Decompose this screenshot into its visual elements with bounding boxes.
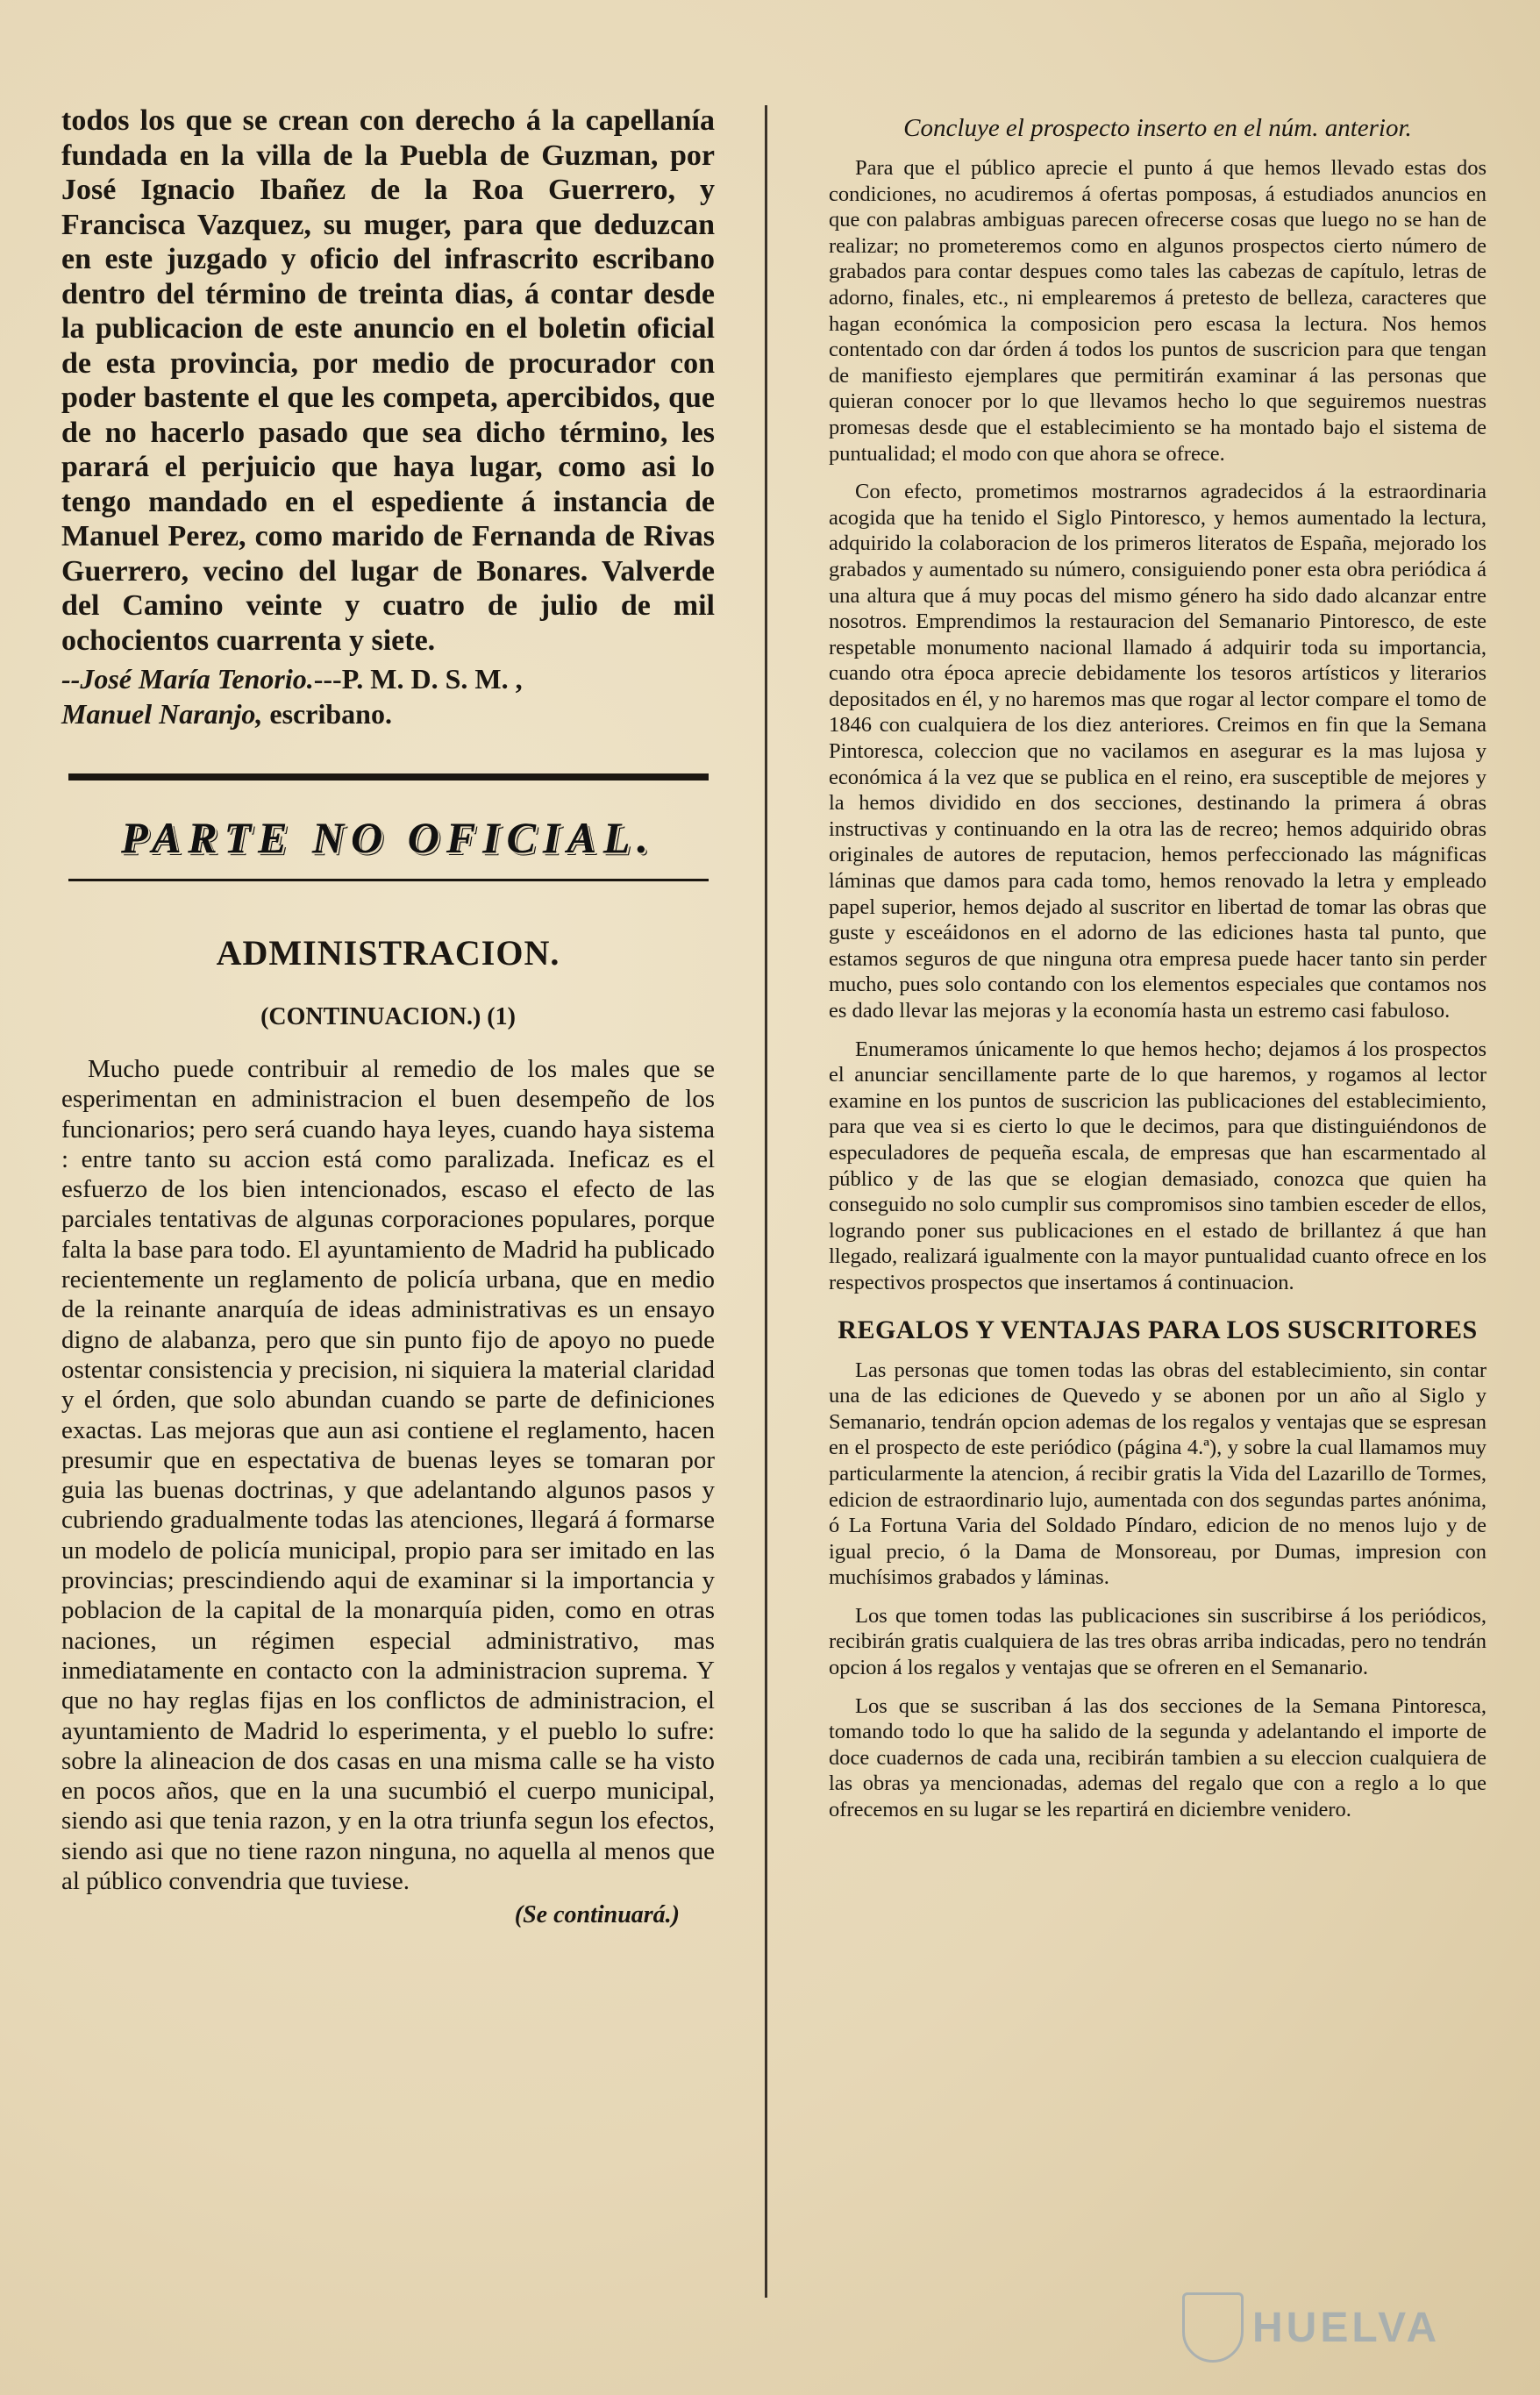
gifts-title: REGALOS Y VENTAJAS PARA LOS SUSCRITORES bbox=[838, 1315, 1478, 1344]
signature-clerk: Manuel Naranjo, bbox=[61, 698, 263, 730]
prospectus-paragraph-3: Enumeramos únicamente lo que hemos hecho; dejamos á los prospectos el anunciar sencillamente parte de lo que haremos, y rogamos al lector examine en los puntos de suscricion las publicaciones del establecimiento, para que vea si es cierto lo que le decimos, para que distinguiéndonos de especuladores de pequeña escala, de empresas que han escarmentado al público y de las que se elogian demasiado, conozca que quien ha conseguido no solo cumplir sus compromisos sino tambien esceder de ellos, logrando poner sus publicaciones en el estado de brillantez á que han llegado, realizará igualmente con la mayor puntualidad cuanto ofrece en los respectivos prospectos que insertamos á continuacion. bbox=[829, 1037, 1487, 1294]
archive-watermark bbox=[1182, 2288, 1472, 2367]
column-divider bbox=[765, 105, 767, 2298]
article-body: Mucho puede contribuir al remedio de los males que se esperimentan en administracion el buen desempeño de los funcionarios; pero será cuando haya leyes, cuando haya sistema : entre tanto su accion está como paralizada. Ineficaz es el esfuerzo de los bien intencionados, escaso el efecto de las parciales tentativas de algunas corporaciones populares, porque falta la base para todo. El ayuntamiento de Madrid ha publicado recientemente un reglamento de policía urbana, que en medio de la reinante anarquía de ideas administrativas es un ensayo digno de alabanza, pero que sin punto fijo de apoyo no puede ostentar consistencia y precision, ni siquiera la material claridad y el órden, que solo abundan cuando se parte de definiciones exactas. Las mejoras que aun asi contiene el reglamento, hacen presumir que en espectativa de buenas leyes se tomaran por guia las buenas doctrinas, y que adelantando algunos pasos y cubriendo gradualmente todas las atenciones, llegará á formarse un modelo de policía municipal, propio para ser imitado en las provincias; prescindiendo aqui de examinar si la importancia y poblacion de la capital de la monarquía piden, como en otras naciones, un régimen especial administrativo, mas inmediatamente en contacto con la administracion suprema. Y que no hay reglas fijas en los conflictos de administracion, el ayuntamiento de Madrid lo esperimenta, y el pueblo lo sufre: sobre la alineacion de dos casas en una misma calle se ha visto en pocos años, que en la una sucumbió el cuerpo municipal, siendo asi que tenia razon, y en la otra triunfa segun los efectos, siendo asi que no tiene razon ninguna, no aquella al menos que al público convendria que tuviese. bbox=[61, 1055, 715, 1896]
signature-role: escribano. bbox=[262, 698, 392, 730]
right-column bbox=[829, 114, 1487, 1823]
watermark-text: HUELVA bbox=[1252, 2304, 1441, 2351]
section-heading: PARTE NO OFICIAL. bbox=[121, 813, 655, 862]
article-title: ADMINISTRACION. bbox=[216, 933, 560, 973]
prospectus-paragraph-1: Para que el público aprecie el punto á que hemos llevado estas dos condiciones, no acudiremos á ofertas pomposas, á estudiados anuncios en que con palabras ambiguas parecen ofrecerse cosas que luego no se han de realizar; no prometeremos como en algunos prospectos cierto número de grabados para contar despues como tales las cabezas de capítulo, letras de adorno, finales, etc., ni emplearemos á pretesto de belleza, caracteres que hagan económica la composicion pero escasa la lectura. Nos hemos contentado con dar órden á todos los puntos de suscricion para que tengan de manifiesto ejemplares que permitirán examinar á las personas que quieran conocer por lo que llevamos hecho lo que seguiremos nuestras promesas desde que el establecimiento se ha montado bajo el sistema de puntualidad; el modo con que ahora se ofrece. bbox=[829, 156, 1487, 466]
section-rule-bottom bbox=[68, 879, 709, 881]
prospectus-heading: Concluye el prospecto inserto en el núm. anterior. bbox=[903, 114, 1412, 142]
article-subtitle: (CONTINUACION.) (1) bbox=[260, 1003, 516, 1030]
left-column bbox=[61, 103, 715, 1929]
legal-notice: todos los que se crean con derecho á la capellanía fundada en la villa de la Puebla de Guzman, por José Ignacio Ibañez de la Roa Guerrero, y Francisca Vazquez, su muger, para que deduzcan en este juzgado y oficio del infrascrito escribano dentro del término de treinta dias, á contar desde la publicacion de este anuncio en el boletin oficial de esta provincia, por medio de procurador con poder bastente el que les competa, apercibidos, que de no hacerlo pasado que sea dicho término, les parará el perjuicio que haya lugar, como asi lo tengo mandado en el espediente á instancia de Manuel Perez, como marido de Fernanda de Rivas Guerrero, vecino del lugar de Bonares. Valverde del Camino veinte y cuatro de julio de mil ochocientos cuarrenta y siete. bbox=[61, 104, 715, 657]
gifts-paragraph-3: Los que se suscriban á las dos secciones de la Semana Pintoresca, tomando todo lo que ha salido de la segunda y adelantando el importe de doce cuadernos de cada una, recibirán tambien a su eleccion cualquiera de las obras ya mencionadas, ademas del regalo que con a reglo a lo que ofrecemos en su lugar se les repartirá en diciembre venidero. bbox=[829, 1693, 1487, 1822]
signature-name: --José María Tenorio. bbox=[61, 663, 314, 695]
gifts-paragraph-1: Las personas que tomen todas las obras del establecimiento, sin contar una de las ediciones de Quevedo y se abonen por un año al Siglo y Semanario, tendrán opcion ademas de los regalos y ventajas que se espresan en el prospecto de este periódico (página 4.ª), y sobre la cual llamamos muy particularmente la atencion, á recibir gratis la Vida del Lazarillo de Tormes, edicion de estraordinario lujo, aumentada con dos segundas partes anónima, ó La Fortuna Varia del Soldado Píndaro, edicion de no menos lujo y de igual precio, ó la Dama de Monsoreau, por Dumas, impresion con muchísimos grabados y láminas. bbox=[829, 1358, 1487, 1590]
section-rule-top bbox=[68, 773, 709, 781]
prospectus-paragraph-2: Con efecto, prometimos mostrarnos agradecidos á la estraordinaria acogida que ha tenido el Siglo Pintoresco, y hemos aumentado la lectura, adquirido la colaboracion de los primeros literatos de España, mejorado los grabados y aumentado su número, consiguiendo poner esta obra periódica á una altura que á muy pocas del mismo género ha sido dado alcanzar entre nosotros. Emprendimos la restauracion del Semanario Pintoresco, de este respetable monumento nacional llamado á adquirir toda su importancia, cuando otra época aprecie debidamente los tesoros artísticos y literarios depositados en él, y no haremos mas que rogar al lector compare el tomo de 1846 con cualquiera de los diez anteriores. Creimos en fin que la Semana Pintoresca, coleccion que no vacilamos en asegurar es la mas lujosa y económica á la vez que se publica en el reino, era susceptible de mejores y la hemos dividido en dos secciones, destinando la primera á obras instructivas y continuando en la otra las de recreo; hemos adquirido obras originales de autores de reputacion, hemos perfeccionado las mágnificas láminas que damos para cada tomo, hemos renovado la letra y empleado papel superior, hemos dejado al suscritor en libertad de tomar las obras que guste y esceáidonos en el adorno de las ediciones hasta tal punto, que estamos seguros de que ninguna otra empresa puede hacer tanto sin perder mucho, pues solo contando con los elementos especiales que contamos nos es dado llevar las mejoras y la economía hasta un estremo casi fabuloso. bbox=[829, 480, 1487, 1023]
shield-icon bbox=[1182, 2292, 1244, 2363]
notice-signature bbox=[61, 661, 715, 731]
gifts-paragraph-2: Los que tomen todas las publicaciones sin suscribirse á los periódicos, recibirán gratis cualquiera de las tres obras arriba indicadas, pero no tendrán opcion á los regalos y ventajas que se ofreren en el Semanario. bbox=[829, 1603, 1487, 1680]
article-continue-note: (Se continuará.) bbox=[514, 1901, 680, 1929]
signature-initials: ---P. M. D. S. M. , bbox=[313, 663, 523, 695]
